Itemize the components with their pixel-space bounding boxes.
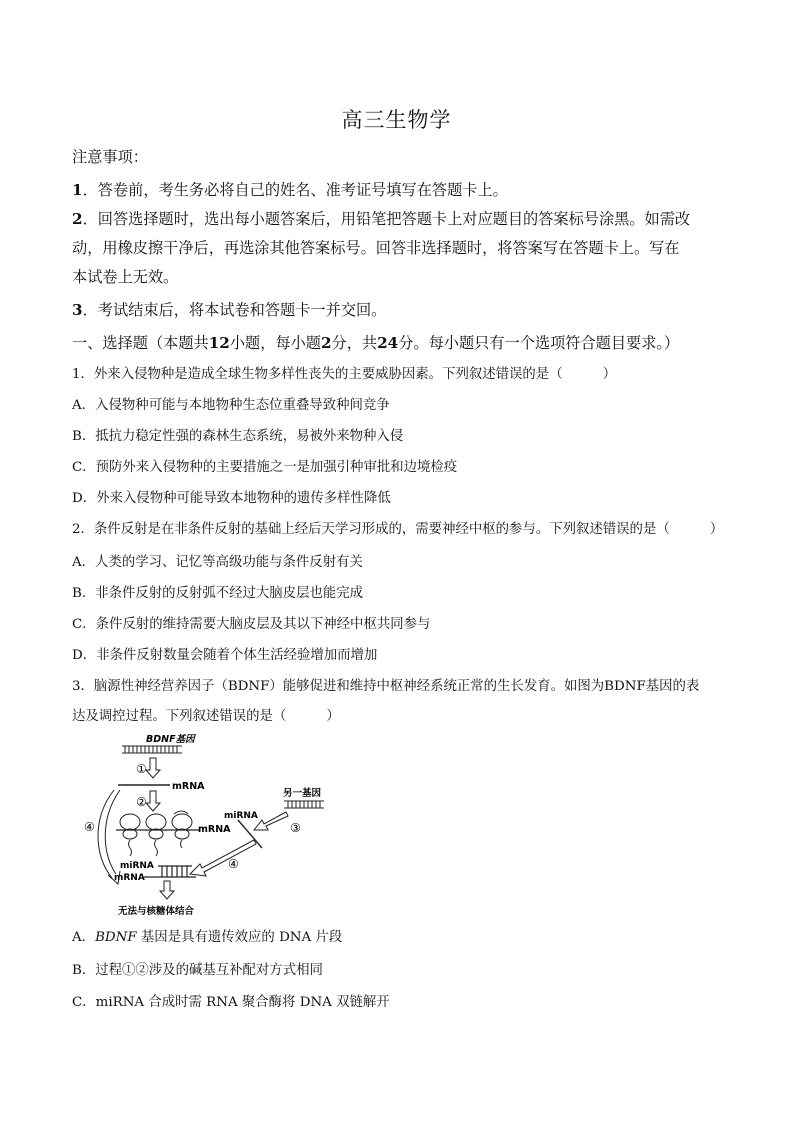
note-text: ．回答选择题时，选出每小题答案后，用铅笔把答题卡上对应题目的答案标号涂黑。如需改: [82, 210, 691, 228]
step-4-label: ④: [84, 820, 95, 834]
question-2-option-c: C．条件反射的维持需要大脑皮层及其以下神经中枢共同参与: [72, 617, 431, 632]
mrna-label: mRNA: [198, 824, 231, 835]
note-3: [72, 300, 386, 320]
question-1-option-a: A．入侵物种可能与本地物种生态位重叠导致种间竞争: [72, 398, 390, 413]
question-1-option-d: D．外来入侵物种可能导致本地物种的遗传多样性降低: [72, 491, 391, 506]
another-gene-label: 另一基因: [283, 788, 322, 799]
dna-ladder: [122, 746, 182, 753]
section-heading: 一、选择题（本题共12小题，每小题2分，共24分。每小题只有一个选项符合题目要求。）: [72, 334, 680, 352]
question-score: 2: [320, 334, 332, 352]
arrow-down-icon: [160, 881, 174, 899]
note-1: [72, 180, 508, 200]
curved-arrow-icon: [98, 790, 120, 884]
bottom-mirna-label: miRNA: [120, 861, 154, 871]
step-1-label: ①: [136, 762, 147, 776]
note-number: 2: [72, 210, 83, 228]
question-count: 12: [208, 334, 230, 352]
notes-heading: 注意事项：: [72, 148, 148, 166]
question-2-option-a: A．人类的学习、记忆等高级功能与条件反射有关: [72, 555, 363, 570]
note-number: 3: [72, 301, 83, 319]
ribosome-icon: [116, 811, 200, 856]
question-2-stem: 2．条件反射是在非条件反射的基础上经后天学习形成的，需要神经中枢的参与。下列叙述错误的是（ ）: [72, 522, 724, 537]
question-1-option-b: B．抵抗力稳定性强的森林生态系统，易被外来物种入侵: [72, 429, 404, 444]
note-text: ．考试结束后，将本试卷和答题卡一并交回。: [82, 301, 387, 319]
question-3-option-a: A．BDNF 基因是具有遗传效应的 DNA 片段: [72, 930, 343, 945]
gene-name: BDNF: [95, 930, 137, 945]
question-3-stem: 3．脑源性神经营养因子（BDNF）能够促进和维持中枢神经系统正常的生长发育。如图为BDNF基因的表: [72, 679, 700, 694]
note-text: ．答卷前，考生务必将自己的姓名、准考证号填写在答题卡上。: [82, 181, 508, 199]
total-score: 24: [377, 334, 399, 352]
question-3-option-b: B．过程①②涉及的碱基互补配对方式相同: [72, 963, 323, 978]
question-2-option-d: D．非条件反射数量会随着个体生活经验增加而增加: [72, 648, 378, 663]
question-1-stem: 1．外来入侵物种是造成全球生物多样性丧失的主要威胁因素。下列叙述错误的是（ ）: [72, 367, 617, 382]
question-2-option-b: B．非条件反射的反射弧不经过大脑皮层也能完成: [72, 586, 364, 601]
note-2: [72, 209, 690, 229]
bottom-mrna-label: mRNA: [114, 873, 145, 883]
result-label: 无法与核糖体结合: [118, 906, 195, 917]
arrow-left-icon: [254, 812, 288, 830]
note-number: 1: [72, 181, 83, 199]
page-title: 高三生物学: [341, 108, 452, 132]
step-4-label: ④: [228, 857, 239, 871]
gene-label: BDNF基因: [146, 734, 195, 745]
bdnf-expression-diagram: [78, 728, 348, 920]
mirna-label: miRNA: [224, 811, 258, 821]
question-1-option-c: C．预防外来入侵物种的主要措施之一是加强引种审批和边境检疫: [72, 460, 458, 475]
mrna-label: mRNA: [172, 781, 205, 792]
dna-ladder: [284, 801, 324, 808]
arrow-down-icon: [146, 791, 160, 811]
note-2-cont-1: 动，用橡皮擦干净后，再选涂其他答案标号。回答非选择题时，将答案写在答题卡上。写在: [72, 239, 680, 257]
step-2-label: ②: [136, 795, 147, 809]
arrow-down-icon: [146, 758, 160, 778]
step-3-label: ③: [290, 821, 301, 835]
question-3-option-c: C．miRNA 合成时需 RNA 聚合酶将 DNA 双链解开: [72, 995, 390, 1010]
arrow-down-left-icon: [190, 840, 256, 876]
note-2-cont-2: 本试卷上无效。: [72, 268, 179, 286]
question-3-stem-cont: 达及调控过程。下列叙述错误的是（ ）: [72, 709, 340, 724]
